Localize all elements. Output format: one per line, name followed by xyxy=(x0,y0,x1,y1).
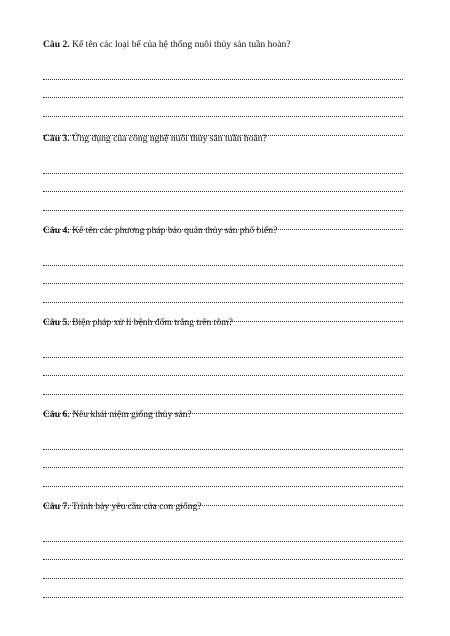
question-heading xyxy=(43,316,403,330)
question-6 xyxy=(43,408,403,506)
answer-line[interactable] xyxy=(43,376,403,395)
question-4 xyxy=(43,224,403,322)
question-heading xyxy=(43,408,403,422)
answer-line[interactable] xyxy=(43,560,403,579)
question-number: Câu 5. xyxy=(43,317,70,328)
question-heading xyxy=(43,38,403,52)
answer-line[interactable] xyxy=(43,80,403,99)
question-number: Câu 4. xyxy=(43,225,70,236)
question-text: Biện pháp xử lí bệnh đốm trắng trên tôm? xyxy=(72,317,233,328)
question-heading xyxy=(43,132,403,146)
question-heading xyxy=(43,500,403,514)
question-text: Kể tên các phương pháp bảo quản thủy sản phổ biến? xyxy=(72,225,278,236)
answer-line[interactable] xyxy=(43,174,403,193)
answer-line[interactable] xyxy=(43,155,403,174)
question-text: Kể tên các loại bể của hệ thống nuôi thủy sản tuần hoàn? xyxy=(72,39,291,50)
answer-line[interactable] xyxy=(43,266,403,285)
question-5 xyxy=(43,316,403,414)
answer-line[interactable] xyxy=(43,98,403,117)
answer-line[interactable] xyxy=(43,61,403,80)
question-7 xyxy=(43,500,403,598)
question-number: Câu 7. xyxy=(43,501,70,512)
question-2 xyxy=(43,38,403,136)
answer-line[interactable] xyxy=(43,523,403,542)
question-text: Nêu khái niệm giống thủy sản? xyxy=(72,409,192,420)
answer-line[interactable] xyxy=(43,450,403,469)
question-number: Câu 6. xyxy=(43,409,70,420)
answer-line[interactable] xyxy=(43,284,403,303)
question-3 xyxy=(43,132,403,230)
question-number: Câu 2. xyxy=(43,39,70,50)
answer-line[interactable] xyxy=(43,247,403,266)
question-heading xyxy=(43,224,403,238)
question-text: Trình bày yêu cầu của con giống? xyxy=(71,501,202,512)
question-text: Ứng dụng của công nghệ nuôi thủy sản tuần hoàn? xyxy=(72,133,267,144)
answer-line[interactable] xyxy=(43,192,403,211)
answer-line[interactable] xyxy=(43,468,403,487)
answer-line[interactable] xyxy=(43,579,403,598)
answer-line[interactable] xyxy=(43,431,403,450)
answer-line[interactable] xyxy=(43,339,403,358)
answer-line[interactable] xyxy=(43,542,403,561)
answer-line[interactable] xyxy=(43,358,403,377)
question-number: Câu 3. xyxy=(43,133,70,144)
